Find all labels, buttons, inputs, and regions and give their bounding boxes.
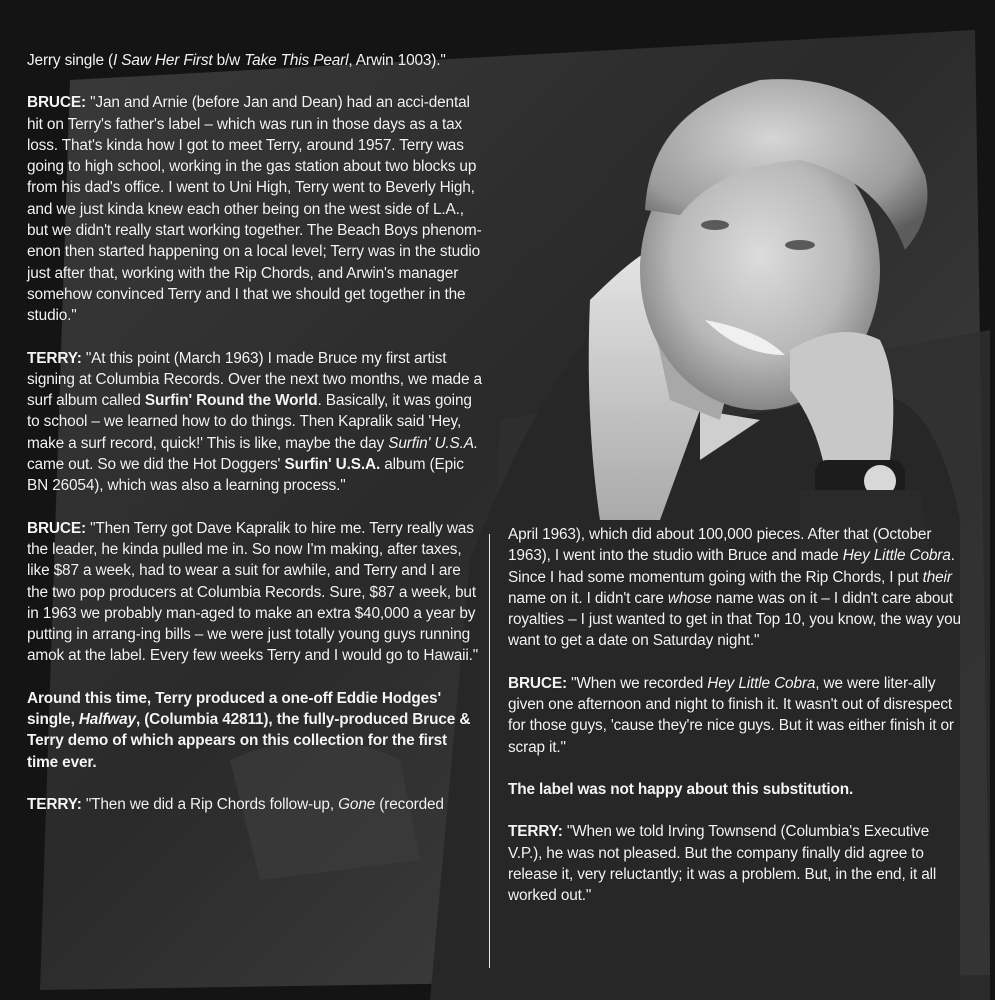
left-text-column [27, 50, 482, 815]
quote-paragraph: BRUCE: "Jan and Arnie (before Jan and Dean) had an acci-dental hit on Terry's father's label – which was run in those days as a tax loss. That's kinda how I got to meet Terry, around 1957. Terry was going to high school, working in the gas station about two blocks up from his dad's office. I went to Uni High, Terry went to Beverly High, and we just kinda knew each other being on the west side of L.A., but we didn't really start working together. The Beach Boys phenom-enon then started happening on a local level; Terry was in the studio just after that, working with the Rip Chords, and Arwin's manager somehow convinced Terry and I that we should get together in the studio." [27, 94, 482, 325]
quote-paragraph: TERRY: "When we told Irving Townsend (Columbia's Executive V.P.), he was not pleased. But the company finally did agree to release it, very reluctantly; it was a problem. But, in the end, it all worked out." [508, 823, 937, 905]
song-title: Surfin' U.S.A. [388, 434, 479, 452]
quote-paragraph: TERRY: "Then we did a Rip Chords follow-up, Gone (recorded [27, 795, 444, 813]
intro-paragraph: Jerry single (I Saw Her First b/w Take This Pearl, Arwin 1003)." [27, 52, 446, 69]
narrative-note: The label was not happy about this substitution. [508, 780, 854, 798]
right-text-column [508, 524, 963, 906]
speaker-label: BRUCE: [508, 674, 567, 692]
emphasis: their [922, 568, 952, 586]
quote-paragraph: BRUCE: "Then Terry got Dave Kapralik to hire me. Terry really was the leader, he kinda pulled me in. So now I'm making, after taxes, like $87 a week, had to wear a suit for awhile, and Terry and I are the two pop producers at Columbia Records. Sure, $87 a week, but in 1963 we probably man-aged to make an extra $40,000 a year by putting in arrang-ing bills – we were just totally young guys running amok at the label. Every few weeks Terry and I would go to Hawaii." [27, 519, 479, 665]
speaker-label: TERRY: [508, 823, 563, 841]
song-title: Take This Pearl [244, 52, 349, 69]
song-title: I Saw Her First [113, 52, 213, 69]
emphasis: whose [667, 589, 712, 607]
speaker-label: TERRY: [27, 349, 82, 367]
song-title: Gone [338, 795, 376, 813]
speaker-label: BRUCE: [27, 519, 86, 537]
narrative-note: Around this time, Terry produced a one-off Eddie Hodges' single, Halfway, (Columbia 42811), the fully-produced Bruce & Terry demo of which appears on this collection for the first time ever. [27, 689, 471, 771]
quote-paragraph: TERRY: "At this point (March 1963) I made Bruce my first artist signing at Columbia Records. Over the next two months, we made a surf album called Surfin' Round the World. Basically, it was going to school – we learned how to do things. Then Kapralik said 'Hey, make a surf record, quick!' This is like, maybe the day Surfin' U.S.A. came out. So we did the Hot Doggers' Surfin' U.S.A. album (Epic BN 26054), which was also a learning process." [27, 349, 482, 495]
speaker-label: BRUCE: [27, 94, 86, 112]
quote-paragraph: BRUCE: "When we recorded Hey Little Cobra, we were liter-ally given one afternoon and night to finish it. It wasn't out of disrespect for those guys, 'cause they're nice guys. But it was either finish it or scrap it." [508, 674, 954, 756]
song-title: Hey Little Cobra [842, 547, 951, 565]
quote-paragraph: April 1963), which did about 100,000 pieces. After that (October 1963), I went into the studio with Bruce and made Hey Little Cobra. Since I had some momentum going with the Rip Chords, I put their name on it. I didn't care whose name was on it – I didn't care about royalties – I just wanted to get in that Top 10, you know, the way you want to get a date on Saturday night." [508, 526, 961, 650]
song-title: Halfway [78, 711, 136, 729]
album-title: Surfin' U.S.A. [284, 456, 381, 474]
song-title: Hey Little Cobra [707, 674, 816, 692]
speaker-label: TERRY: [27, 795, 82, 813]
column-divider [489, 534, 490, 968]
album-title: Surfin' Round the World [144, 392, 318, 410]
